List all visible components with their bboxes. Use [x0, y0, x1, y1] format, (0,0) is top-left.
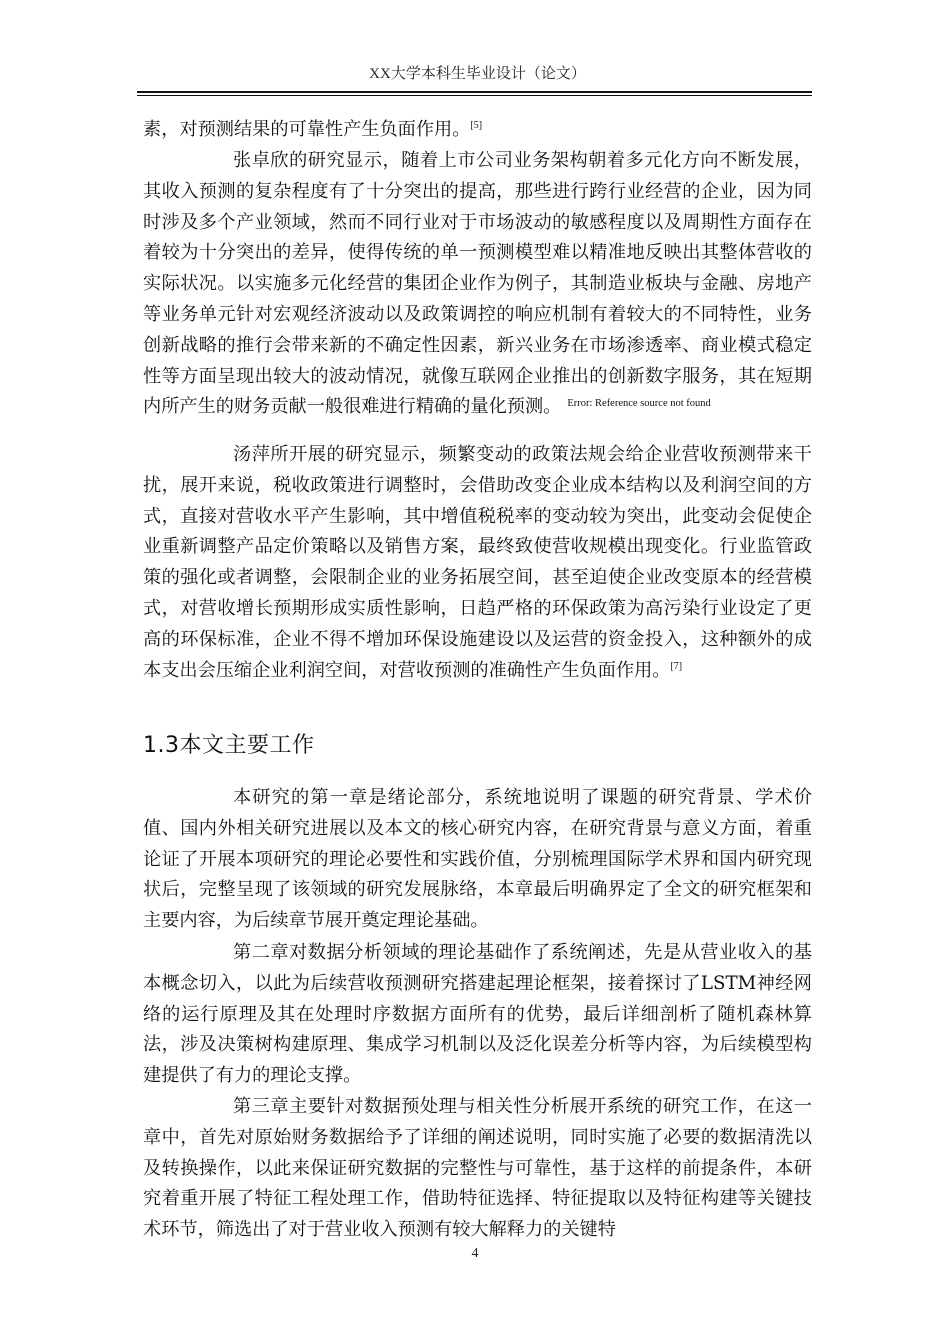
header-divider-thin: [137, 95, 812, 96]
citation-reference: [5]: [470, 119, 483, 131]
paragraph-chapter-one: [143, 783, 812, 937]
paragraph-text: 张卓欣的研究显示，随着上市公司业务架构朝着多元化方向不断发展，其收入预测的复杂程度有了十分突出的提高，那些进行跨行业经营的企业，因为同时涉及多个产业领域，然而不同行业对于市场波动的敏感程度以及周期性方面存在着较为十分突出的差异，使得传统的单一预测模型难以精准地反映出其整体营收的实际状况。以实施多元化经营的集团企业作为例子，其制造业板块与金融、房地产等业务单元针对宏观经济波动以及政策调控的响应机制有着较大的不同特性，业务创新战略的推行会带来新的不确定性因素，新兴业务在市场渗透率、商业模式稳定性等方面呈现出较大的波动情况，就像互联网企业推出的创新数字服务，其在短期内所产生的财务贡献一般很难进行精确的量化预测。: [143, 150, 812, 418]
citation-reference: [7]: [670, 660, 683, 672]
page-number: 4: [471, 1246, 479, 1261]
paragraph-policy: [143, 440, 812, 686]
paragraph-chapter-three: [143, 1092, 812, 1246]
reference-error-note: Error: Reference source not found: [567, 398, 711, 410]
section-heading: 1.3本文主要工作: [143, 733, 315, 758]
page-header-title: XX大学本科生毕业设计（论文）: [369, 66, 586, 82]
paragraph-chapter-two: [143, 938, 812, 1092]
paragraph-text: 素，对预测结果的可靠性产生负面作用。: [143, 119, 471, 140]
paragraph-text: 本研究的第一章是绪论部分，系统地说明了课题的研究背景、学术价值、国内外相关研究进展以及本文的核心研究内容，在研究背景与意义方面，着重论证了开展本项研究的理论必要性和实践价值，分别梳理国际学术界和国内研究现状后，完整呈现了该领域的研究发展脉络，本章最后明确界定了全文的研究框架和主要内容，为后续章节展开奠定理论基础。: [143, 787, 812, 932]
header-divider-thick: [137, 91, 812, 93]
paragraph-text: 第三章主要针对数据预处理与相关性分析展开系统的研究工作，在这一章中，首先对原始财务数据给予了详细的阐述说明，同时实施了必要的数据清洗以及转换操作，以此来保证研究数据的完整性与可靠性，基于这样的前提条件，本研究着重开展了特征工程处理工作，借助特征选择、特征提取以及特征构建等关键技术环节，筛选出了对于营业收入预测有较大解释力的关键特: [143, 1096, 812, 1241]
paragraph-text: 汤萍所开展的研究显示，频繁变动的政策法规会给企业营收预测带来干扰，展开来说，税收政策进行调整时，会借助改变企业成本结构以及利润空间的方式，直接对营收水平产生影响，其中增值税税率的变动较为突出，此变动会促使企业重新调整产品定价策略以及销售方案，最终致使营收规模出现变化。行业监管政策的强化或者调整，会限制企业的业务拓展空间，甚至迫使企业改变原本的经营模式，对营收增长预期形成实质性影响，日趋严格的环保政策为高污染行业设定了更高的环保标准，企业不得不增加环保设施建设以及运营的资金投入，这种额外的成本支出会压缩企业利润空间，对营收预测的准确性产生负面作用。: [143, 444, 812, 681]
paragraph-continuation: [143, 115, 812, 146]
paragraph-text: 第二章对数据分析领域的理论基础作了系统阐述，先是从营业收入的基本概念切入，以此为后续营收预测研究搭建起理论框架，接着探讨了LSTM神经网络的运行原理及其在处理时序数据方面所有的优势，最后详细剖析了随机森林算法，涉及决策树构建原理、集成学习机制以及泛化误差分析等内容，为后续模型构建提供了有力的理论支撑。: [143, 942, 812, 1087]
paragraph-diversification: [143, 146, 812, 423]
